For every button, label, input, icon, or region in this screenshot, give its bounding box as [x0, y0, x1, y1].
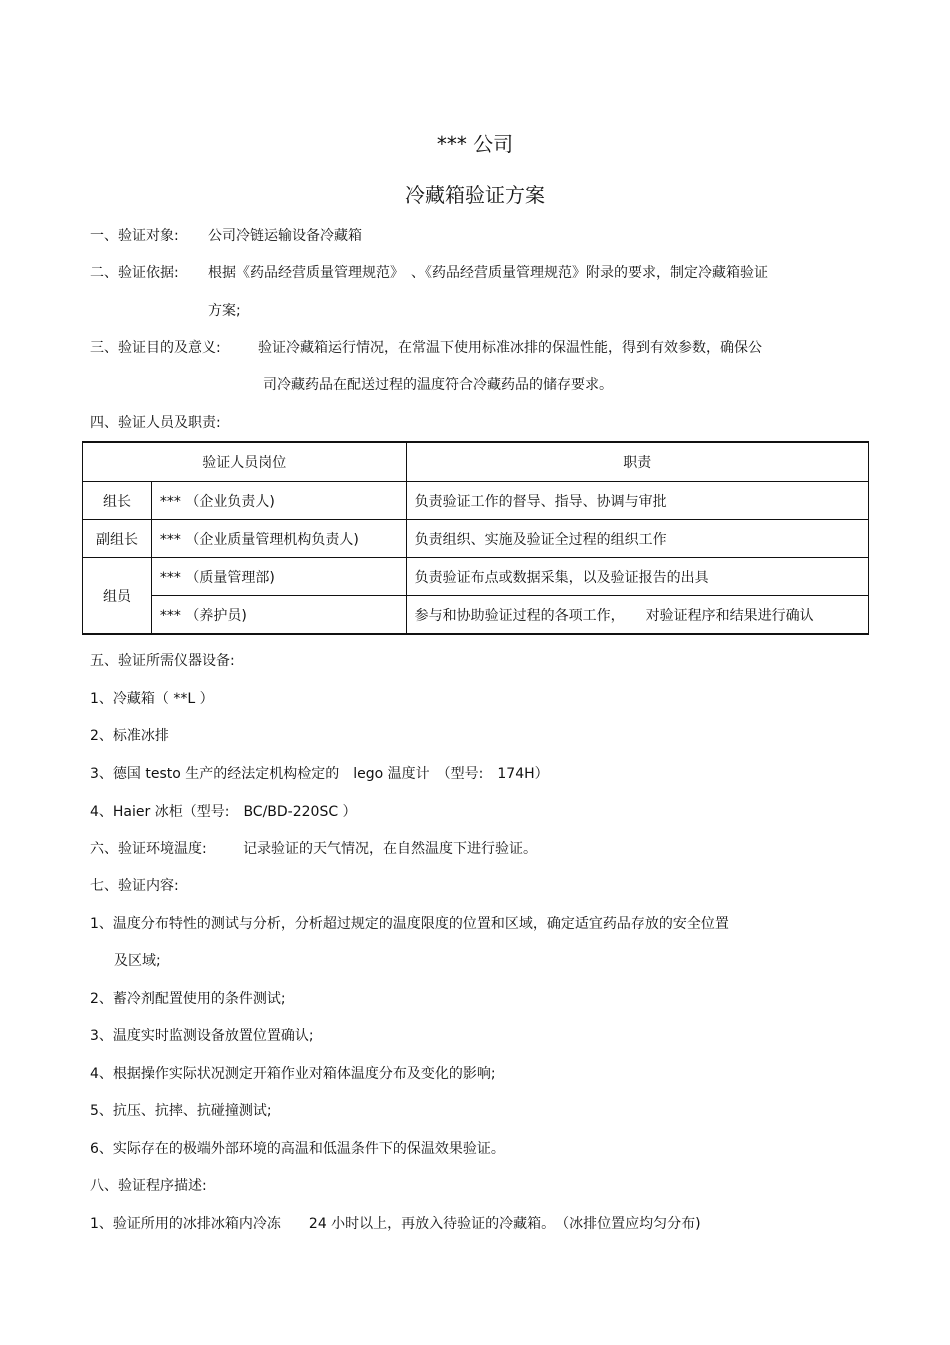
duty-cell: 参与和协助验证过程的各项工作， 对验证程序和结果进行确认 [406, 596, 868, 635]
section-2-continuation: 方案; [208, 303, 241, 319]
equipment-item: 2、标准冰排 [90, 728, 169, 744]
person-cell: *** （企业质量管理机构负责人) [151, 520, 406, 558]
content-item: 1、温度分布特性的测试与分析，分析超过规定的温度限度的位置和区域，确定适宜药品存放的安全位置 [90, 916, 729, 932]
table-row [83, 482, 869, 520]
content-item-continuation: 及区域; [114, 953, 161, 969]
duty-cell: 负责验证工作的督导、指导、协调与审批 [406, 482, 868, 520]
table-header-row [83, 442, 869, 482]
equipment-item: 3、德国 testo 生产的经法定机构检定的 lego 温度计 （型号: 174H） [90, 766, 549, 782]
section-8-label: 八、验证程序描述: [90, 1178, 207, 1194]
equipment-item: 4、Haier 冰柜（型号: BC/BD-220SC ） [90, 804, 357, 820]
section-2-label: 二、验证依据: [90, 265, 179, 281]
content-item: 2、蓄冷剂配置使用的条件测试; [90, 991, 286, 1007]
document-title: 冷藏箱验证方案 [405, 183, 545, 207]
role-cell: 组员 [83, 558, 152, 635]
person-cell: *** （质量管理部) [151, 558, 406, 596]
personnel-duty-table [82, 441, 869, 635]
header-duty: 职责 [406, 442, 868, 482]
content-item: 5、抗压、抗摔、抗碰撞测试; [90, 1103, 272, 1119]
table-row [83, 558, 869, 596]
section-2-text: 根据《药品经营质量管理规范》 、《药品经营质量管理规范》附录的要求，制定冷藏箱验证 [208, 265, 768, 281]
section-1-label: 一、验证对象: [90, 228, 179, 244]
section-5-label: 五、验证所需仪器设备: [90, 653, 235, 669]
role-cell: 组长 [83, 482, 152, 520]
section-4-label: 四、验证人员及职责: [90, 415, 221, 431]
section-3-text: 验证冷藏箱运行情况，在常温下使用标准冰排的保温性能，得到有效参数，确保公 [258, 340, 762, 356]
section-3-label: 三、验证目的及意义: [90, 340, 221, 356]
section-1-text: 公司冷链运输设备冷藏箱 [208, 228, 362, 244]
person-cell: *** （养护员) [151, 596, 406, 635]
header-position: 验证人员岗位 [83, 442, 407, 482]
section-7-label: 七、验证内容: [90, 878, 179, 894]
duty-cell: 负责组织、实施及验证全过程的组织工作 [406, 520, 868, 558]
section-6-text: 记录验证的天气情况，在自然温度下进行验证。 [243, 841, 537, 857]
content-item: 3、温度实时监测设备放置位置确认; [90, 1028, 314, 1044]
content-item: 6、实际存在的极端外部环境的高温和低温条件下的保温效果验证。 [90, 1141, 505, 1157]
person-cell: *** （企业负责人) [151, 482, 406, 520]
procedure-item: 1、验证所用的冰排冰箱内冷冻 24 小时以上，再放入待验证的冷藏箱。 （冰排位置应均匀分布) [90, 1216, 701, 1232]
equipment-item: 1、冷藏箱（ **L ） [90, 691, 214, 707]
section-6-label: 六、验证环境温度: [90, 841, 207, 857]
role-cell: 副组长 [83, 520, 152, 558]
table-row [83, 520, 869, 558]
duty-cell: 负责验证布点或数据采集，以及验证报告的出具 [406, 558, 868, 596]
table-row [83, 596, 869, 635]
content-item: 4、根据操作实际状况测定开箱作业对箱体温度分布及变化的影响; [90, 1066, 496, 1082]
company-name: *** 公司 [436, 132, 514, 156]
section-3-continuation: 司冷藏药品在配送过程的温度符合冷藏药品的储存要求。 [263, 377, 613, 393]
